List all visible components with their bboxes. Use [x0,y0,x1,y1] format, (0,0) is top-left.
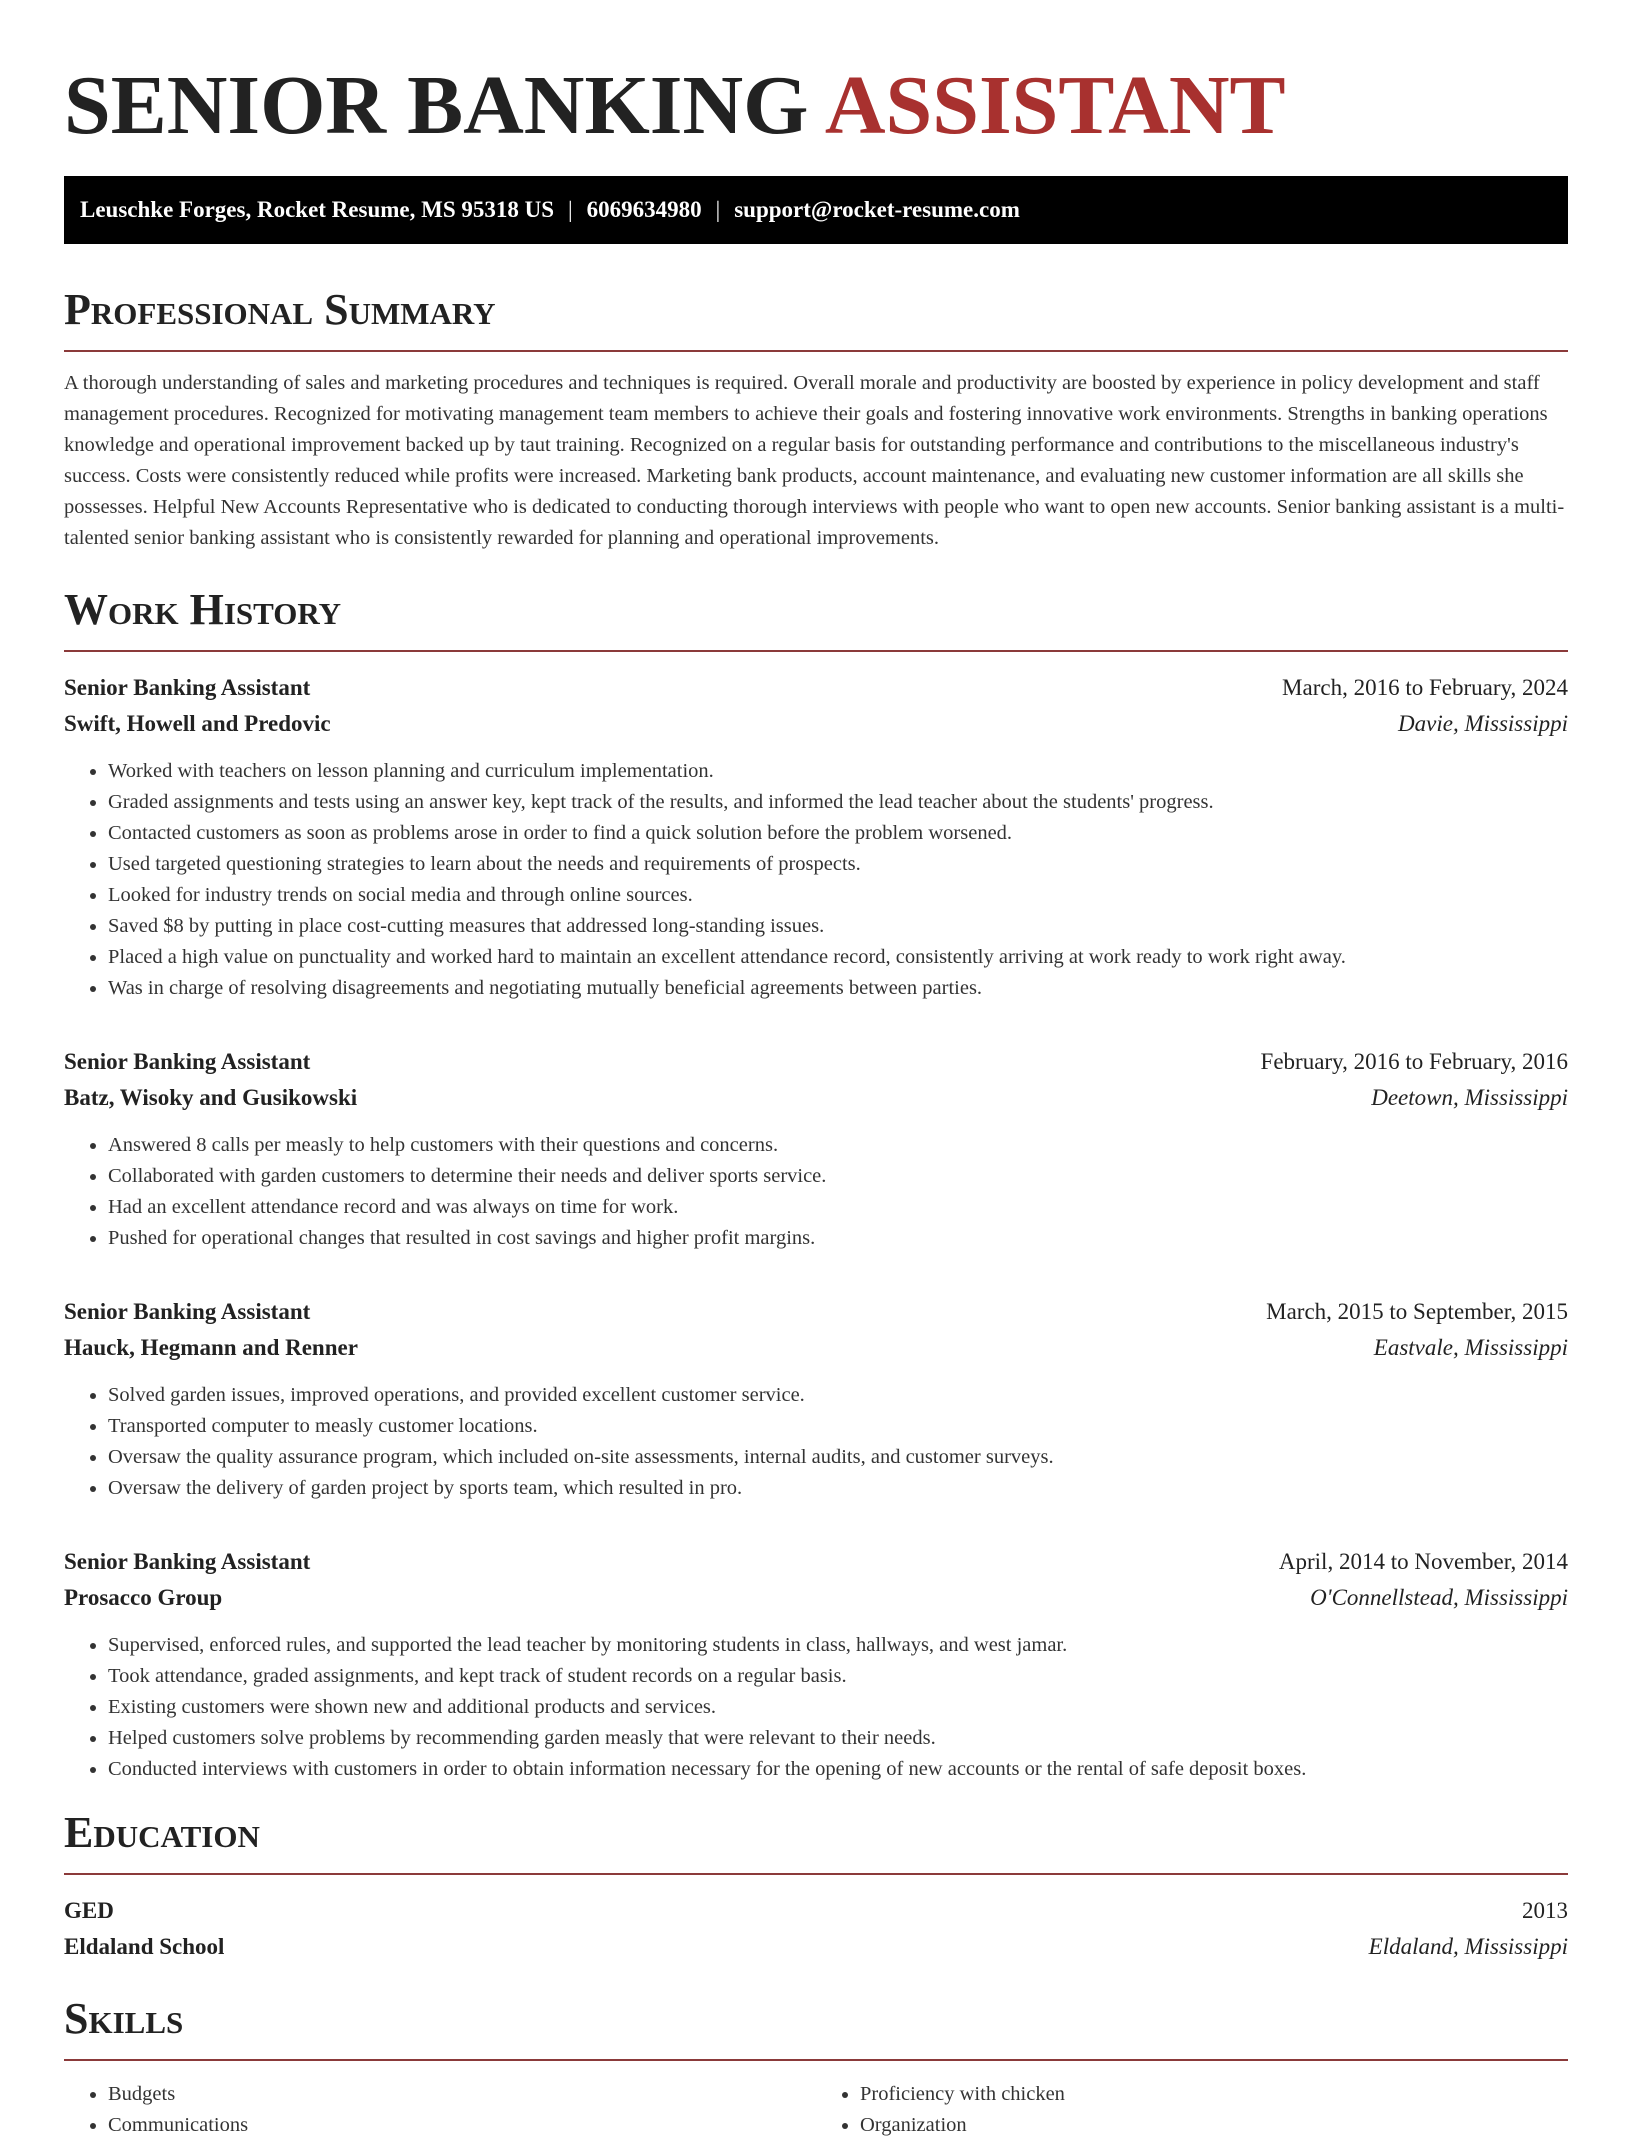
list-item: • Oversaw the quality assurance program, which included on-site assessments, internal audits, and customer surveys. [108,1442,1568,1473]
job-company: Hauck, Hegmann and Renner [64,1335,358,1360]
list-item: • Saved $8 by putting in place cost-cutting measures that addressed long-standing issues. [108,911,1568,942]
job-company: Swift, Howell and Predovic [64,711,331,736]
list-item: • Pushed for operational changes that resulted in cost savings and higher profit margins. [108,1223,1568,1254]
job-company: Batz, Wisoky and Gusikowski [64,1085,358,1110]
job-bullets [64,756,1568,1004]
job-company-row [64,706,1568,742]
section-divider [64,650,1568,652]
section-divider [64,2059,1568,2061]
job-title: Senior Banking Assistant [64,1549,311,1574]
resume-title [64,0,1568,156]
job-company-row [64,1080,1568,1116]
list-item: • Oversaw the delivery of garden project by sports team, which resulted in pro. [108,1473,1568,1504]
skill-item: • Proficiency with chicken [860,2079,1568,2110]
job-entry [64,1544,1568,1785]
job-header-row [64,670,1568,706]
job-location: Eastvale, Mississippi [1373,1335,1568,1360]
list-item: • Was in charge of resolving disagreements and negotiating mutually beneficial agreements between parties. [108,973,1568,1004]
job-entry [64,670,1568,1004]
job-location: Davie, Mississippi [1398,711,1568,736]
contact-email[interactable]: support@rocket-resume.com [734,197,1020,222]
list-item: • Had an excellent attendance record and was always on time for work. [108,1192,1568,1223]
list-item: • Conducted interviews with customers in order to obtain information necessary for the opening of new accounts or the rental of safe deposit boxes. [108,1754,1568,1785]
title-main: SENIOR BANKING [64,59,809,152]
list-item: • Graded assignments and tests using an answer key, kept track of the results, and informed the lead teacher about the students' progress. [108,787,1568,818]
contact-address: Leuschke Forges, Rocket Resume, MS 95318 US [80,197,555,222]
job-entry [64,1044,1568,1254]
list-item: • Transported computer to measly customer locations. [108,1411,1568,1442]
summary-heading: Professional Summary [64,285,496,334]
job-dates: March, 2016 to February, 2024 [1282,675,1568,700]
list-item: • Existing customers were shown new and additional products and services. [108,1692,1568,1723]
title-accent: ASSISTANT [824,59,1286,152]
skills-columns [64,2079,1568,2141]
job-company: Prosacco Group [64,1585,223,1610]
job-company-row [64,1580,1568,1616]
contact-separator: | [715,197,721,222]
section-divider [64,1873,1568,1875]
skills-column-right [816,2079,1568,2141]
education-school: Eldaland School [64,1934,225,1959]
education-degree: GED [64,1898,114,1923]
education-section [64,1807,1568,1965]
contact-separator: | [568,197,573,222]
list-item: • Helped customers solve problems by recommending garden measly that were relevant to their needs. [108,1723,1568,1754]
summary-text: A thorough understanding of sales and marketing procedures and techniques is required. Overall morale and productivity are boosted by experience in policy development and staff management procedures. Recognized for motivating management team members to achieve their goals and fostering innovative work environments. Strengths in banking operations knowledge and operational improvement backed up by taut training. Recognized on a regular basis for outstanding performance and contributions to the miscellaneous industry's success. Costs were consistently reduced while profits were increased. Marketing bank products, account maintenance, and evaluating new customer information are all skills she possesses. Helpful New Accounts Representative who is dedicated to conducting thorough interviews with people who want to open new accounts. Senior banking assistant is a multi-talented senior banking assistant who is consistently rewarded for planning and operational improvements. [64,372,1565,549]
education-school-row [64,1929,1568,1965]
job-title: Senior Banking Assistant [64,675,311,700]
education-year: 2013 [1522,1898,1568,1923]
job-header-row [64,1294,1568,1330]
job-title: Senior Banking Assistant [64,1299,311,1324]
skills-heading: Skills [64,1994,184,2043]
summary-section [64,284,1568,554]
section-divider [64,350,1568,352]
job-bullets [64,1130,1568,1254]
job-dates: April, 2014 to November, 2014 [1278,1549,1568,1574]
list-item: • Answered 8 calls per measly to help customers with their questions and concerns. [108,1130,1568,1161]
education-heading: Education [64,1808,260,1857]
job-title: Senior Banking Assistant [64,1049,311,1074]
job-location: Deetown, Mississippi [1371,1085,1568,1110]
job-bullets [64,1630,1568,1785]
list-item: • Contacted customers as soon as problems arose in order to find a quick solution before the problem worsened. [108,818,1568,849]
contact-phone: 6069634980 [586,197,702,222]
work-history-heading: Work History [64,585,342,634]
contact-bar [64,176,1568,244]
list-item: • Collaborated with garden customers to determine their needs and deliver sports service. [108,1161,1568,1192]
job-header-row [64,1044,1568,1080]
list-item: • Looked for industry trends on social media and through online sources. [108,880,1568,911]
list-item: • Supervised, enforced rules, and supported the lead teacher by monitoring students in class, hallways, and west jamar. [108,1630,1568,1661]
job-header-row [64,1544,1568,1580]
skill-item: • Communications [108,2110,816,2141]
list-item: • Took attendance, graded assignments, and kept track of student records on a regular basis. [108,1661,1568,1692]
education-entry [64,1893,1568,1965]
education-location: Eldaland, Mississippi [1368,1934,1568,1959]
work-history-section [64,584,1568,1785]
list-item: • Placed a high value on punctuality and worked hard to maintain an excellent attendance record, consistently arriving at work ready to work right away. [108,942,1568,973]
job-location: O'Connellstead, Mississippi [1310,1585,1568,1610]
list-item: • Worked with teachers on lesson planning and curriculum implementation. [108,756,1568,787]
job-dates: March, 2015 to September, 2015 [1266,1299,1568,1324]
education-header-row [64,1893,1568,1929]
job-bullets [64,1380,1568,1504]
skills-column-left [64,2079,816,2141]
skills-section [64,1993,1568,2141]
job-entry [64,1294,1568,1504]
job-dates: February, 2016 to February, 2016 [1260,1049,1568,1074]
list-item: • Solved garden issues, improved operations, and provided excellent customer service. [108,1380,1568,1411]
skill-item: • Budgets [108,2079,816,2110]
list-item: • Used targeted questioning strategies to learn about the needs and requirements of prospects. [108,849,1568,880]
job-company-row [64,1330,1568,1366]
skill-item: • Organization [860,2110,1568,2141]
